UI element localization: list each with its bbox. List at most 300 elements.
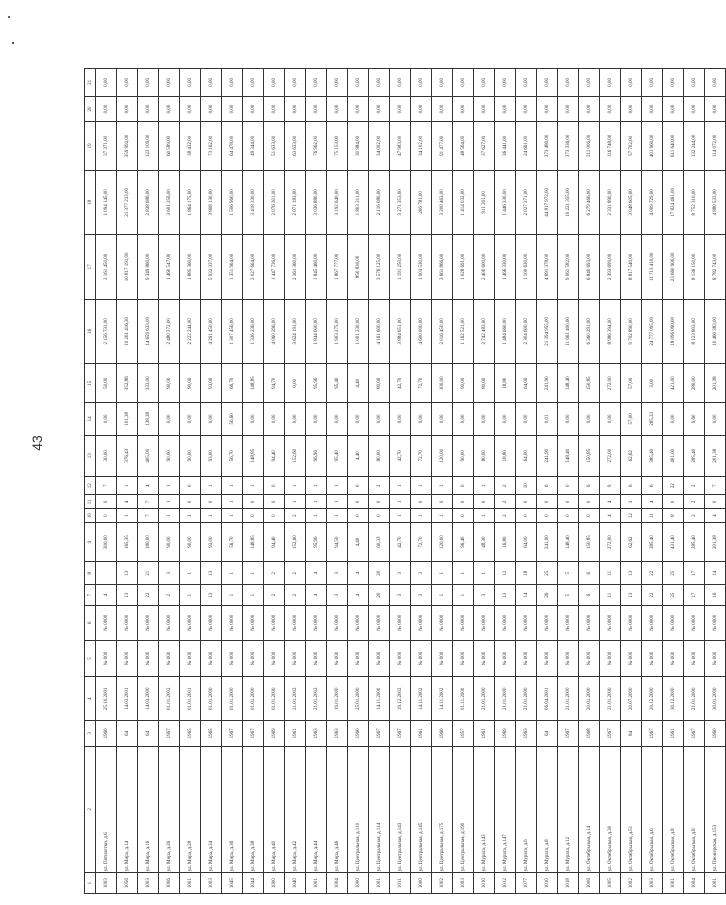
table-cell: № 0000: [201, 605, 222, 640]
table-cell: 180,00: [138, 523, 159, 562]
column-header: 14: [85, 403, 96, 435]
table-cell: 100,00: [432, 364, 453, 403]
table-cell: 24 661,00: [516, 122, 537, 170]
table-cell: 0: [558, 495, 579, 509]
table-cell: 1: [222, 495, 243, 509]
table-row: [264, 69, 285, 894]
table-cell: 4 691 378,00: [537, 235, 558, 300]
table-cell: № 0000: [348, 605, 369, 640]
table-cell: 4 880 533,00: [705, 170, 726, 235]
table-cell: 72,70: [411, 364, 432, 403]
table-cell: 1: [159, 509, 180, 523]
table-cell: 4: [348, 585, 369, 606]
table-cell: 1001: [705, 873, 726, 894]
table-cell: 1: [306, 477, 327, 495]
table-cell: 0,00: [369, 403, 390, 435]
table-cell: 1 844 600,00: [306, 299, 327, 364]
table-cell: 0,00: [558, 96, 579, 121]
table-cell: 241,90: [537, 364, 558, 403]
table-cell: 1: [222, 585, 243, 606]
table-cell: 2 071 183,00: [285, 170, 306, 235]
table-cell: 17: [684, 562, 705, 585]
table-cell: 0: [453, 477, 474, 495]
table-cell: 1967: [222, 721, 243, 746]
table-cell: № 000: [264, 640, 285, 677]
table-cell: 21 377 233,00: [117, 170, 138, 235]
table-cell: 14.11.2000: [369, 677, 390, 721]
table-cell: № 0000: [138, 605, 159, 640]
table-cell: 1: [222, 509, 243, 523]
table-cell: № 0000: [558, 605, 579, 640]
table-cell: 34 102,00: [411, 122, 432, 170]
table-cell: 80,00: [474, 435, 495, 476]
table-cell: 5 932 337,00: [201, 235, 222, 300]
table-cell: 90,00: [159, 364, 180, 403]
rotated-table-frame: [84, 68, 718, 894]
table-cell: 0: [180, 477, 201, 495]
table-cell: 1018: [558, 873, 579, 894]
table-cell: 1961: [663, 721, 684, 746]
table-cell: 21: [138, 562, 159, 585]
table-cell: 0,00: [96, 96, 117, 121]
table-cell: № 0000: [243, 605, 264, 640]
table-cell: 10 261 416,30: [117, 299, 138, 364]
table-row: [663, 69, 684, 894]
table-cell: № 000: [243, 640, 264, 677]
address-cell: ул. Центральная, д.143: [390, 746, 411, 873]
table-cell: 1960: [96, 721, 117, 746]
table-row: [474, 69, 495, 894]
table-cell: 80,00: [474, 364, 495, 403]
table-cell: 4: [138, 477, 159, 495]
column-header: 10: [85, 509, 96, 523]
table-cell: 0: [243, 495, 264, 509]
table-cell: 0,00: [663, 96, 684, 121]
table-cell: 1003: [96, 873, 117, 894]
table-cell: 0,00: [453, 403, 474, 435]
address-cell: ул. Мира, д.14: [117, 746, 138, 873]
table-cell: 1 336 236,00: [243, 299, 264, 364]
table-cell: № 000: [558, 640, 579, 677]
table-cell: 2: [264, 585, 285, 606]
table-cell: 57 702,00: [621, 122, 642, 170]
table-cell: 2: [285, 562, 306, 585]
table-cell: 94,40: [264, 523, 285, 562]
table-cell: 0: [264, 495, 285, 509]
table-cell: 1: [180, 562, 201, 585]
table-cell: 5: [558, 585, 579, 606]
table-cell: 0,00: [306, 96, 327, 121]
table-row: [579, 69, 600, 894]
table-cell: № 0000: [222, 605, 243, 640]
table-cell: 90,00: [159, 523, 180, 562]
table-cell: 0: [537, 495, 558, 509]
table-cell: 4 060 296,00: [264, 299, 285, 364]
table-cell: 13: [621, 562, 642, 585]
column-header: 19: [85, 122, 96, 170]
table-cell: № 0000: [453, 605, 474, 640]
table-cell: 10: [516, 477, 537, 495]
table-cell: 30 984,00: [348, 122, 369, 170]
table-cell: 7: [138, 509, 159, 523]
table-cell: 241,90: [537, 523, 558, 562]
table-cell: 0,00: [327, 69, 348, 97]
table-cell: 0,00: [243, 96, 264, 121]
table-cell: 30.01.2000: [705, 677, 726, 721]
table-cell: 352,86: [117, 364, 138, 403]
table-cell: 3 808 130,00: [201, 170, 222, 235]
table-cell: 4 291 450,00: [201, 299, 222, 364]
table-cell: 0: [348, 477, 369, 495]
table-cell: 0,00: [600, 403, 621, 435]
table-cell: 0,00: [285, 364, 306, 403]
table-cell: 148,85: [243, 523, 264, 562]
table-cell: 1 003 530,00: [411, 235, 432, 300]
table-cell: 64,00: [516, 523, 537, 562]
column-header: 2: [85, 746, 96, 873]
table-cell: 1: [411, 477, 432, 495]
table-cell: 0,00: [453, 96, 474, 121]
table-cell: 60 589,00: [159, 122, 180, 170]
table-cell: 1967: [684, 721, 705, 746]
table-cell: 8 817 540,00: [621, 235, 642, 300]
table-cell: 25: [663, 585, 684, 606]
table-cell: 1: [432, 477, 453, 495]
table-cell: № 000: [705, 640, 726, 677]
table-cell: 3 192 640,00: [327, 170, 348, 235]
table-cell: 93,00: [201, 435, 222, 476]
table-cell: 2: [159, 585, 180, 606]
table-cell: 1: [243, 562, 264, 585]
table-cell: 3 624 191,00: [285, 299, 306, 364]
table-cell: 16,80: [495, 523, 516, 562]
table-cell: 1: [201, 509, 222, 523]
page-number: 43: [29, 435, 45, 451]
table-cell: 6 279 466,00: [579, 170, 600, 235]
table-cell: № 0000: [516, 605, 537, 640]
address-cell: ул. Центральная, д.145: [411, 746, 432, 873]
table-cell: № 0000: [327, 605, 348, 640]
table-cell: № 0000: [306, 605, 327, 640]
table-cell: 0,00: [474, 403, 495, 435]
table-cell: 62,62: [621, 435, 642, 476]
table-cell: 2: [684, 495, 705, 509]
table-cell: 1045: [222, 873, 243, 894]
table-cell: 201,38: [705, 435, 726, 476]
table-cell: 1967: [642, 721, 663, 746]
table-cell: 1: [474, 509, 495, 523]
table-cell: 1: [432, 562, 453, 585]
table-cell: 0,00: [201, 96, 222, 121]
table-cell: 0,00: [117, 69, 138, 97]
table-cell: 95,96: [306, 364, 327, 403]
table-row: [621, 69, 642, 894]
table-cell: 13: [201, 585, 222, 606]
table-cell: 1965: [180, 721, 201, 746]
table-cell: 38 432,00: [180, 122, 201, 170]
table-cell: 96,40: [453, 523, 474, 562]
table-cell: 01.01.2000: [264, 677, 285, 721]
address-cell: ул. Мурата, д.147: [495, 746, 516, 873]
table-row: [558, 69, 579, 894]
table-cell: 57,00: [621, 403, 642, 435]
table-cell: 9: [600, 477, 621, 495]
table-cell: № 000: [579, 640, 600, 677]
table-cell: 385,40: [642, 435, 663, 476]
table-cell: 0,00: [516, 403, 537, 435]
table-cell: 11: [600, 562, 621, 585]
table-cell: 90,00: [453, 364, 474, 403]
table-cell: № 0000: [495, 605, 516, 640]
table-cell: 0: [348, 495, 369, 509]
table-cell: 1002: [432, 873, 453, 894]
table-cell: 401,00: [663, 435, 684, 476]
table-row: [159, 69, 180, 894]
table-cell: 1005: [600, 873, 621, 894]
table-cell: 150,85: [579, 523, 600, 562]
table-cell: 4,40: [348, 435, 369, 476]
column-header: 4: [85, 677, 96, 721]
column-header: 9: [85, 523, 96, 562]
table-cell: 3: [474, 585, 495, 606]
table-cell: № 000: [138, 640, 159, 677]
table-cell: 90,00: [180, 523, 201, 562]
address-cell: ул. Мурата, д.12: [558, 746, 579, 873]
table-cell: 13: [621, 585, 642, 606]
table-cell: 6: [621, 477, 642, 495]
table-cell: 0: [96, 509, 117, 523]
table-cell: 0,00: [495, 96, 516, 121]
table-cell: 1001: [663, 873, 684, 894]
table-cell: 0,00: [705, 69, 726, 97]
table-cell: 0,00: [201, 403, 222, 435]
table-cell: 1: [474, 477, 495, 495]
table-cell: 1: [306, 495, 327, 509]
table-cell: 1000: [411, 873, 432, 894]
column-header: 1: [85, 873, 96, 894]
table-cell: 138,38: [138, 403, 159, 435]
table-cell: 44 817 972,00: [537, 170, 558, 235]
table-row: [96, 69, 117, 894]
table-cell: 24 777 095,00: [642, 299, 663, 364]
table-cell: 1001: [369, 873, 390, 894]
address-cell: ул. Мурата, д.143: [474, 746, 495, 873]
table-cell: 2: [285, 585, 306, 606]
table-cell: 3 601 256,00: [159, 170, 180, 235]
table-cell: 1: [117, 477, 138, 495]
table-cell: 1044: [243, 873, 264, 894]
table-cell: 0,00: [684, 96, 705, 121]
table-cell: 3 576 125,00: [369, 235, 390, 300]
table-cell: 1967: [369, 721, 390, 746]
table-cell: № 000: [411, 640, 432, 677]
table-cell: 0,00: [600, 69, 621, 97]
address-cell: ул. Мурата, д.6: [516, 746, 537, 873]
table-cell: 3 161 450,00: [96, 235, 117, 300]
table-cell: 21.01.2000: [600, 677, 621, 721]
table-cell: 1968: [579, 721, 600, 746]
table-cell: 1 100 630,00: [516, 235, 537, 300]
table-row: [684, 69, 705, 894]
table-cell: 12: [495, 562, 516, 585]
table-cell: 3 036 880,00: [306, 170, 327, 235]
table-cell: 72,70: [411, 435, 432, 476]
table-cell: № 000: [96, 640, 117, 677]
table-cell: 3: [411, 585, 432, 606]
table-cell: 201,38: [705, 364, 726, 403]
table-cell: 0,00: [432, 96, 453, 121]
table-cell: 0,00: [495, 69, 516, 97]
table-cell: 47 983,00: [390, 122, 411, 170]
table-cell: 0,00: [369, 96, 390, 121]
address-cell: ул. Центральная, д.175: [432, 746, 453, 873]
table-cell: 1: [180, 585, 201, 606]
table-cell: 2: [495, 495, 516, 509]
table-cell: 1 845 460,00: [306, 235, 327, 300]
table-cell: 1040: [285, 873, 306, 894]
table-cell: 6: [537, 477, 558, 495]
table-cell: 21.01.2000: [474, 677, 495, 721]
table-cell: 114 072,00: [705, 122, 726, 170]
table-cell: 1: [201, 477, 222, 495]
table-cell: 9 702 890,00: [621, 299, 642, 364]
table-cell: 2 393 699,00: [600, 235, 621, 300]
table-cell: 0,00: [705, 96, 726, 121]
table-cell: 0,00: [411, 69, 432, 97]
table-cell: № 0000: [663, 605, 684, 640]
table-row: [411, 69, 432, 894]
table-cell: 49 344,00: [243, 122, 264, 170]
table-cell: 80,00: [369, 435, 390, 476]
table-cell: 152,60: [285, 435, 306, 476]
table-cell: 1: [243, 477, 264, 495]
table-cell: 25.01.2000: [348, 677, 369, 721]
table-cell: № 0000: [390, 605, 411, 640]
table-cell: 0: [264, 477, 285, 495]
table-cell: 17: [684, 585, 705, 606]
table-row: [243, 69, 264, 894]
table-cell: 3,00: [642, 364, 663, 403]
table-cell: 0,00: [222, 69, 243, 97]
table-cell: 120,00: [432, 435, 453, 476]
table-cell: 1011: [390, 873, 411, 894]
address-cell: ул. Центральная, д.190: [453, 746, 474, 873]
table-cell: 13: [117, 585, 138, 606]
table-cell: 1963: [516, 721, 537, 746]
table-cell: 280,00: [684, 364, 705, 403]
table-cell: 1003: [201, 873, 222, 894]
column-header: 7: [85, 585, 96, 606]
table-cell: № 000: [495, 640, 516, 677]
table-cell: 1967: [159, 721, 180, 746]
table-cell: 152,60: [285, 523, 306, 562]
table-cell: 48 564,00: [453, 122, 474, 170]
table-row: [327, 69, 348, 894]
table-cell: 0,00: [705, 403, 726, 435]
table-cell: 1: [432, 509, 453, 523]
address-cell: ул. Октябрьская, д.30: [600, 746, 621, 873]
table-cell: 4 009 729,00: [642, 170, 663, 235]
table-cell: 1 506 960,00: [222, 170, 243, 235]
table-cell: 3: [390, 562, 411, 585]
table-cell: 13: [117, 562, 138, 585]
table-cell: 7: [138, 495, 159, 509]
table-cell: № 0000: [432, 605, 453, 640]
table-cell: 0,00: [327, 96, 348, 121]
table-cell: 1969: [264, 721, 285, 746]
table-cell: № 0000: [642, 605, 663, 640]
table-cell: 56,70: [222, 435, 243, 476]
table-cell: 148,40: [558, 523, 579, 562]
column-header: 11: [85, 495, 96, 509]
table-cell: 1: [285, 477, 306, 495]
table-cell: 0,00: [474, 96, 495, 121]
table-cell: 0,00: [432, 403, 453, 435]
table-cell: 57,00: [621, 364, 642, 403]
table-cell: № 0000: [264, 605, 285, 640]
table-cell: 359 992,00: [117, 122, 138, 170]
table-cell: 0,00: [201, 69, 222, 97]
table-cell: 1: [159, 477, 180, 495]
table-cell: 165,35: [117, 523, 138, 562]
table-cell: 1969: [495, 721, 516, 746]
table-cell: 0,00: [222, 96, 243, 121]
table-cell: 1: [243, 585, 264, 606]
table-cell: 385,40: [642, 523, 663, 562]
table-cell: 405,00: [138, 435, 159, 476]
table-cell: 2 331 890,00: [600, 170, 621, 235]
table-cell: 0: [516, 495, 537, 509]
table-cell: 0,00: [348, 403, 369, 435]
table-cell: № 0000: [369, 605, 390, 640]
table-cell: 148,40: [558, 364, 579, 403]
table-cell: 211 006,00: [579, 122, 600, 170]
table-cell: 0,00: [579, 69, 600, 97]
table-cell: 0,00: [243, 69, 264, 97]
address-cell: ул. Мира, д.36: [222, 746, 243, 873]
table-cell: 20: [369, 585, 390, 606]
table-cell: 62,62: [621, 523, 642, 562]
table-cell: 20: [369, 562, 390, 585]
table-cell: 37 627,00: [474, 122, 495, 170]
table-cell: 1967: [558, 721, 579, 746]
table-cell: 13: [201, 562, 222, 585]
table-cell: 2: [264, 562, 285, 585]
table-cell: 0: [579, 495, 600, 509]
table-cell: 64: [537, 721, 558, 746]
table-cell: 4 161 600,00: [369, 299, 390, 364]
table-cell: 64,00: [516, 364, 537, 403]
table-cell: 9 061 582,00: [558, 235, 579, 300]
table-cell: 0,00: [180, 69, 201, 97]
table-cell: 6: [579, 562, 600, 585]
table-cell: 1: [222, 562, 243, 585]
table-cell: 25.10.2001: [96, 677, 117, 721]
table-cell: 376,43: [117, 435, 138, 476]
table-cell: 4: [705, 509, 726, 523]
table-cell: 90,00: [180, 435, 201, 476]
table-cell: 3: [390, 585, 411, 606]
table-cell: 18 096 090,00: [663, 299, 684, 364]
table-cell: 64 478,00: [222, 122, 243, 170]
table-cell: 7: [96, 477, 117, 495]
table-cell: 0,00: [516, 96, 537, 121]
table-cell: 1 447 736,00: [264, 235, 285, 300]
table-cell: 18,80: [495, 435, 516, 476]
table-cell: 1: [306, 509, 327, 523]
table-cell: 1961: [411, 721, 432, 746]
table-cell: 1 191 250,00: [390, 235, 411, 300]
